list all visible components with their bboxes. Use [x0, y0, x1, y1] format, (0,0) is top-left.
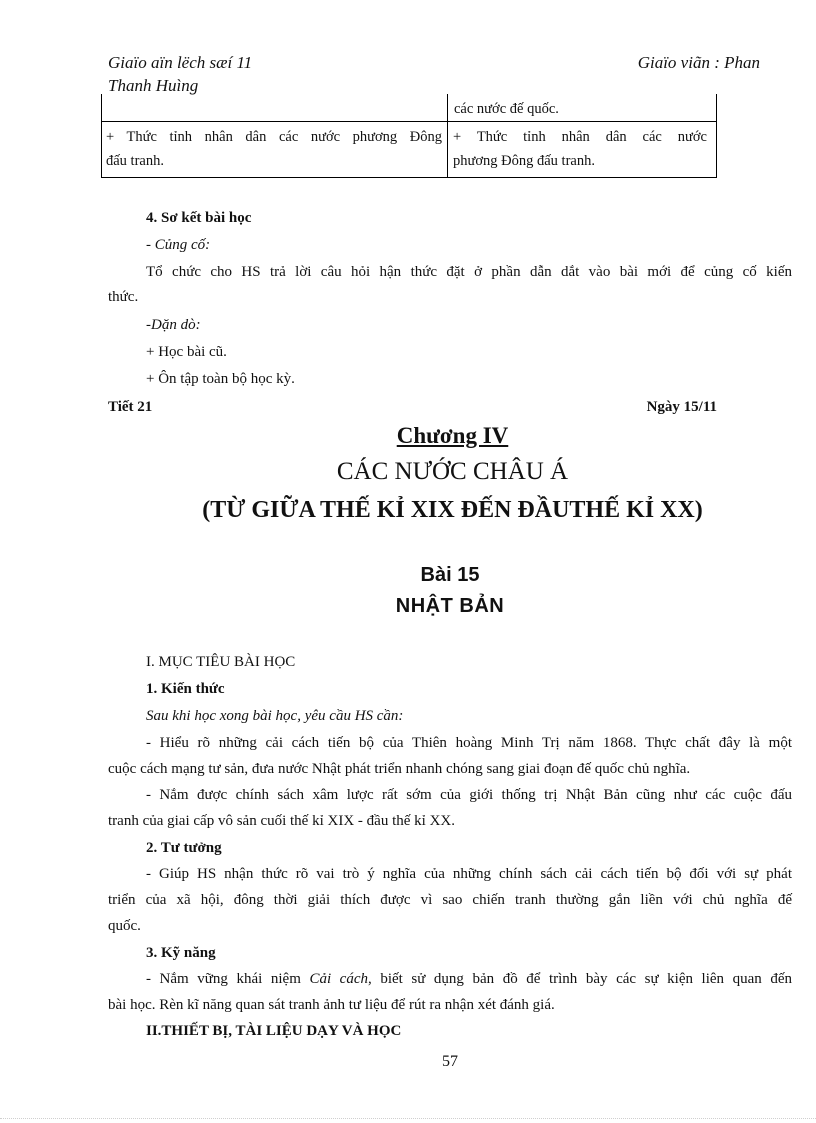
page-number: 57 — [442, 1053, 458, 1070]
table-cell-left-row1-line1: + Thức tỉnh nhân dân các nước phương Đông — [106, 129, 442, 145]
ideology-heading: 2. Tư tưởng — [146, 840, 222, 856]
lesson-title: NHẬT BẢN — [395, 595, 505, 617]
chapter-subtitle: (TỪ GIỮA THẾ KỈ XIX ĐẾN ĐẦUTHẾ KỈ XX) — [202, 497, 703, 523]
consolidate-text-line1: Tổ chức cho HS trả lời câu hỏi hận thức đặt ở phần dẫn dắt vào bài mới để củng cố kiến — [146, 264, 792, 280]
knowledge-item-2-line1: - Nắm được chính sách xâm lược rất sớm của giới thống trị Nhật Bản cũng như các cuộc đấu — [146, 787, 792, 803]
skills-line1-text: - Nắm vững khái niệm — [146, 971, 310, 987]
page-break-line — [0, 1118, 816, 1119]
table-border-right — [716, 94, 717, 178]
homework-item: + Học bài cũ. — [146, 344, 227, 360]
knowledge-item-2-line2: tranh của giai cấp vô sản cuối thế kỉ XIX - đầu thế kỉ XX. — [108, 813, 455, 829]
header-left-line2: Thanh Huìng — [108, 76, 199, 95]
table-cell-right-row0: các nước đế quốc. — [454, 101, 559, 117]
summary-heading: 4. Sơ kết bài học — [146, 210, 252, 226]
skills-line2: bài học. Rèn kĩ năng quan sát tranh ảnh tư liệu để rút ra nhận xét đánh giá. — [108, 997, 555, 1013]
table-border-bottom — [101, 177, 717, 178]
ideology-line2: triển của xã hội, đông thời giải thích được vì sao chiến tranh thường gắn liền với chủ nghĩa đế — [108, 892, 792, 908]
skills-term: Cải cách — [309, 971, 368, 987]
skills-line1-rest: , biết sử dụng bản đồ để trình bày các sự kiện liên quan đến — [368, 971, 792, 987]
knowledge-intro: Sau khi học xong bài học, yêu cầu HS cần: — [146, 708, 404, 724]
consolidate-text-line2: thức. — [108, 289, 139, 305]
table-cell-right-row1-line1: + Thức tỉnh nhân dân các nước — [453, 129, 707, 145]
objectives-heading: I. MỤC TIÊU BÀI HỌC — [146, 654, 296, 670]
table-border-left — [101, 94, 102, 178]
homework-label: -Dặn dò: — [146, 317, 201, 333]
skills-heading: 3. Kỹ năng — [146, 945, 216, 961]
table-cell-right-row1-line2: phương Đông đấu tranh. — [453, 153, 595, 169]
table-border-divider — [447, 94, 448, 178]
consolidate-label: - Củng cố: — [146, 237, 211, 253]
equipment-heading: II.THIẾT BỊ, TÀI LIỆU DẠY VÀ HỌC — [146, 1023, 402, 1039]
chapter-title: CÁC NƯỚC CHÂU Á — [336, 458, 569, 485]
lesson-period: Tiết 21 — [108, 399, 153, 415]
comparison-table — [101, 94, 717, 178]
knowledge-item-1-line2: cuộc cách mạng tư sản, đưa nước Nhật phát triển nhanh chóng sang giai đoạn đế quốc chủ nghĩa. — [108, 761, 691, 777]
lesson-number: Bài 15 — [420, 564, 480, 586]
header-left-line1: Giaïo aïn lëch sæí 11 — [108, 53, 253, 72]
lesson-date: Ngày 15/11 — [646, 399, 717, 415]
knowledge-heading: 1. Kiến thức — [146, 681, 225, 697]
knowledge-item-1-line1: - Hiểu rõ những cải cách tiến bộ của Thiên hoàng Minh Trị năm 1868. Thực chất đây là một — [146, 735, 792, 751]
homework-item: + Ôn tập toàn bộ học kỳ. — [146, 371, 295, 387]
table-row-separator — [101, 121, 717, 122]
ideology-line1: - Giúp HS nhận thức rõ vai trò ý nghĩa của những chính sách cải cách tiến bộ đối với sự phát — [146, 866, 792, 882]
table-cell-left-row1-line2: đấu tranh. — [106, 153, 164, 169]
header-right: Giaïo viãn : Phan — [637, 53, 760, 72]
ideology-line3: quốc. — [108, 918, 141, 934]
skills-line1 — [146, 966, 792, 992]
chapter-number: Chương IV — [396, 423, 509, 448]
